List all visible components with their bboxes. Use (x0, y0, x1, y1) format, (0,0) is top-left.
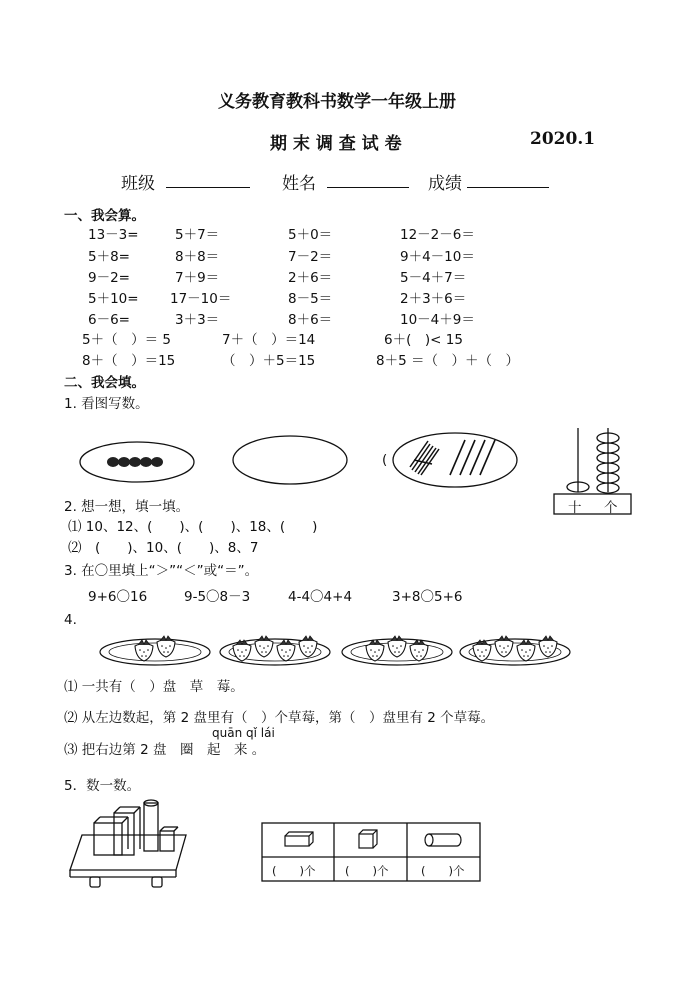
score-blank[interactable] (467, 187, 549, 188)
calc-item: 7－2＝ (288, 249, 333, 265)
oval-sticks (393, 433, 517, 487)
calc-item: 8－5＝ (288, 291, 333, 307)
fill-blank-item[interactable]: 5＋（ ）＝ 5 (82, 332, 171, 348)
section2-title: 二、我会填。 (64, 375, 145, 391)
strawberry-plate (460, 636, 570, 665)
compare-item[interactable]: 4-4〇4+4 (288, 589, 353, 605)
count-answer[interactable]: ( )个 (345, 864, 389, 878)
count-answer[interactable]: ( )个 (272, 864, 316, 878)
single-sticks (450, 440, 495, 475)
section1-title: 一、我会算。 (64, 208, 145, 224)
calc-item: 5－4＋7＝ (400, 270, 467, 286)
q4-sub3[interactable]: ⑶ 把右边第 2 盘 圈 起 来 。 (64, 742, 266, 758)
score-label: 成绩 (428, 174, 462, 194)
calc-item: 13－3= (88, 227, 139, 243)
calc-item: 7＋9＝ (175, 270, 220, 286)
calc-item: 9＋4－10＝ (400, 249, 475, 265)
fill-blank-item[interactable]: 8＋5 ＝（ ）＋（ ） (376, 353, 519, 369)
class-label: 班级 (121, 174, 155, 194)
calc-item: 9－2= (88, 270, 130, 286)
pinyin-annotation: quān qǐ lái (212, 726, 275, 740)
calc-item: 6－6= (88, 312, 130, 328)
cylinder-icon (425, 834, 461, 846)
calc-item: 5＋7＝ (175, 227, 220, 243)
calc-item: 2＋3＋6＝ (400, 291, 467, 307)
q3-label: 3. 在〇里填上“＞”“＜”或“＝”。 (64, 563, 259, 579)
q4-sub1[interactable]: ⑴ 一共有（ ）盘 草 莓。 (64, 679, 244, 695)
strawberry-plate (220, 636, 330, 665)
strawberry-plate (100, 636, 210, 665)
calc-item: 5＋10= (88, 291, 139, 307)
bead-group (107, 457, 163, 467)
q5-label: 5．数一数。 (64, 778, 141, 794)
calc-item: 3＋3＝ (175, 312, 220, 328)
block-cart-picture (64, 795, 204, 895)
calc-item: 8＋6＝ (288, 312, 333, 328)
calc-item: 17－10＝ (170, 291, 232, 307)
q4-label: 4. (64, 612, 77, 628)
calc-item: 2＋6＝ (288, 270, 333, 286)
q2-line2[interactable]: ⑵ ( )、10、( )、8、7 (68, 540, 259, 556)
compare-item[interactable]: 9-5〇8－3 (184, 589, 251, 605)
calc-item: 8＋8＝ (175, 249, 220, 265)
stick-bundle (410, 441, 439, 475)
name-blank[interactable] (327, 187, 409, 188)
strawberry-plate (342, 636, 452, 665)
oval-empty (233, 436, 347, 484)
exam-date: 2020.1 (530, 129, 596, 149)
page-subtitle: 期 末 调 查 试 卷 (270, 134, 402, 154)
q2-line1[interactable]: ⑴ 10、12、( )、( )、18、( ) (68, 519, 318, 535)
compare-item[interactable]: 3+8〇5+6 (392, 589, 463, 605)
fill-blank-item[interactable]: 8＋（ ）＝15 (82, 353, 176, 369)
calc-item: 10－4＋9＝ (400, 312, 475, 328)
cube-icon (359, 830, 377, 848)
abacus (554, 428, 631, 514)
q1-label: 1. 看图写数。 (64, 396, 149, 412)
abacus-ones-label: 个 (604, 500, 618, 516)
name-label: 姓名 (282, 174, 316, 194)
compare-item[interactable]: 9+6〇16 (88, 589, 148, 605)
abacus-tens-label: 十 (568, 500, 582, 516)
calc-item: 5＋0＝ (288, 227, 333, 243)
q2-label: 2. 想一想，填一填。 (64, 499, 190, 515)
fill-blank-item[interactable]: （ ）＋5＝15 (222, 353, 316, 369)
fill-blank-item[interactable]: 6＋( )< 15 (384, 332, 463, 348)
answer-bracket: ( (382, 452, 388, 468)
fill-blank-item[interactable]: 7＋（ ）＝14 (222, 332, 316, 348)
count-answer[interactable]: ( )个 (421, 864, 465, 878)
class-blank[interactable] (166, 187, 250, 188)
calc-item: 12－2－6＝ (400, 227, 475, 243)
q4-sub2[interactable]: ⑵ 从左边数起，第 2 盘里有（ ）个草莓，第（ ）盘里有 2 个草莓。 (64, 710, 495, 726)
cuboid-icon (285, 832, 313, 846)
strawberry-plates (0, 628, 696, 678)
page-title: 义务教育教科书数学一年级上册 (218, 92, 456, 112)
calc-item: 5＋8= (88, 249, 130, 265)
